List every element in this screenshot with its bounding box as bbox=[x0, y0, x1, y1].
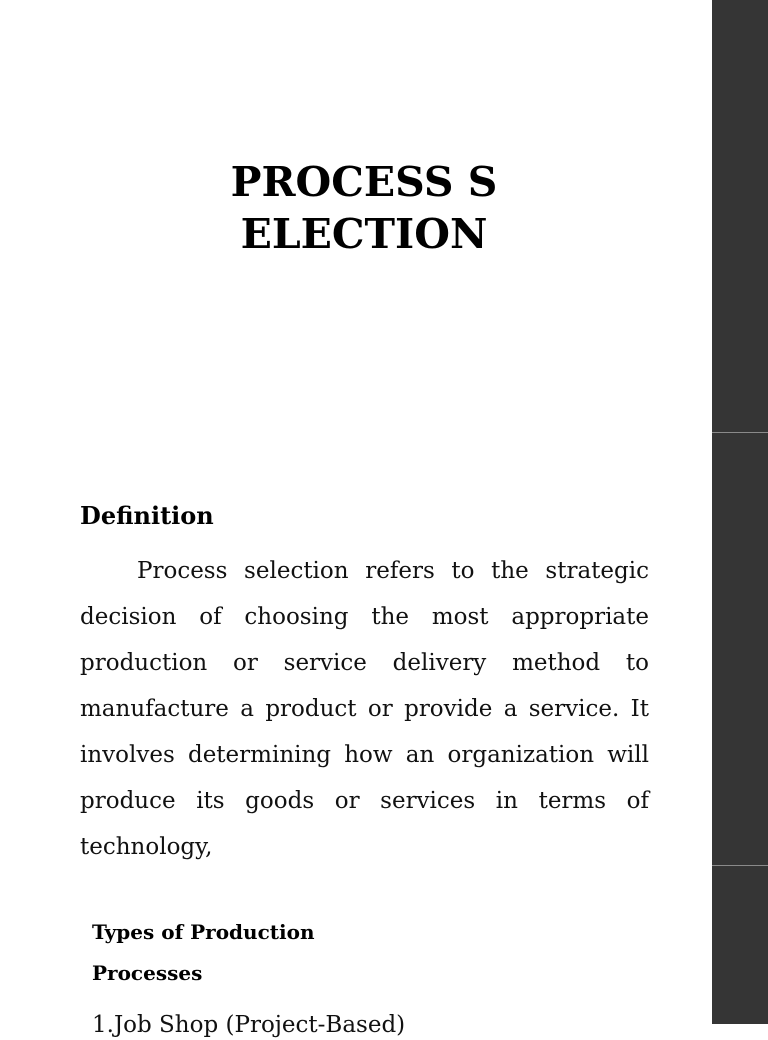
types-heading: Types of Production Processes bbox=[92, 920, 315, 985]
scrollbar[interactable] bbox=[712, 0, 768, 1024]
scrollbar-divider bbox=[712, 432, 768, 433]
scrollbar-divider bbox=[712, 865, 768, 866]
definition-heading: Definition bbox=[80, 501, 214, 530]
list-item: 1.Job Shop (Project-Based) bbox=[92, 1012, 406, 1038]
page-title: PROCESS SELECTION bbox=[230, 158, 498, 258]
definition-paragraph: Process selection refers to the strategic decision of choosing the most appropriate production or service delivery method to manufacture a product or provide a service. It involves determining how an organization will produce its goods or services in terms of technology, bbox=[80, 558, 649, 860]
